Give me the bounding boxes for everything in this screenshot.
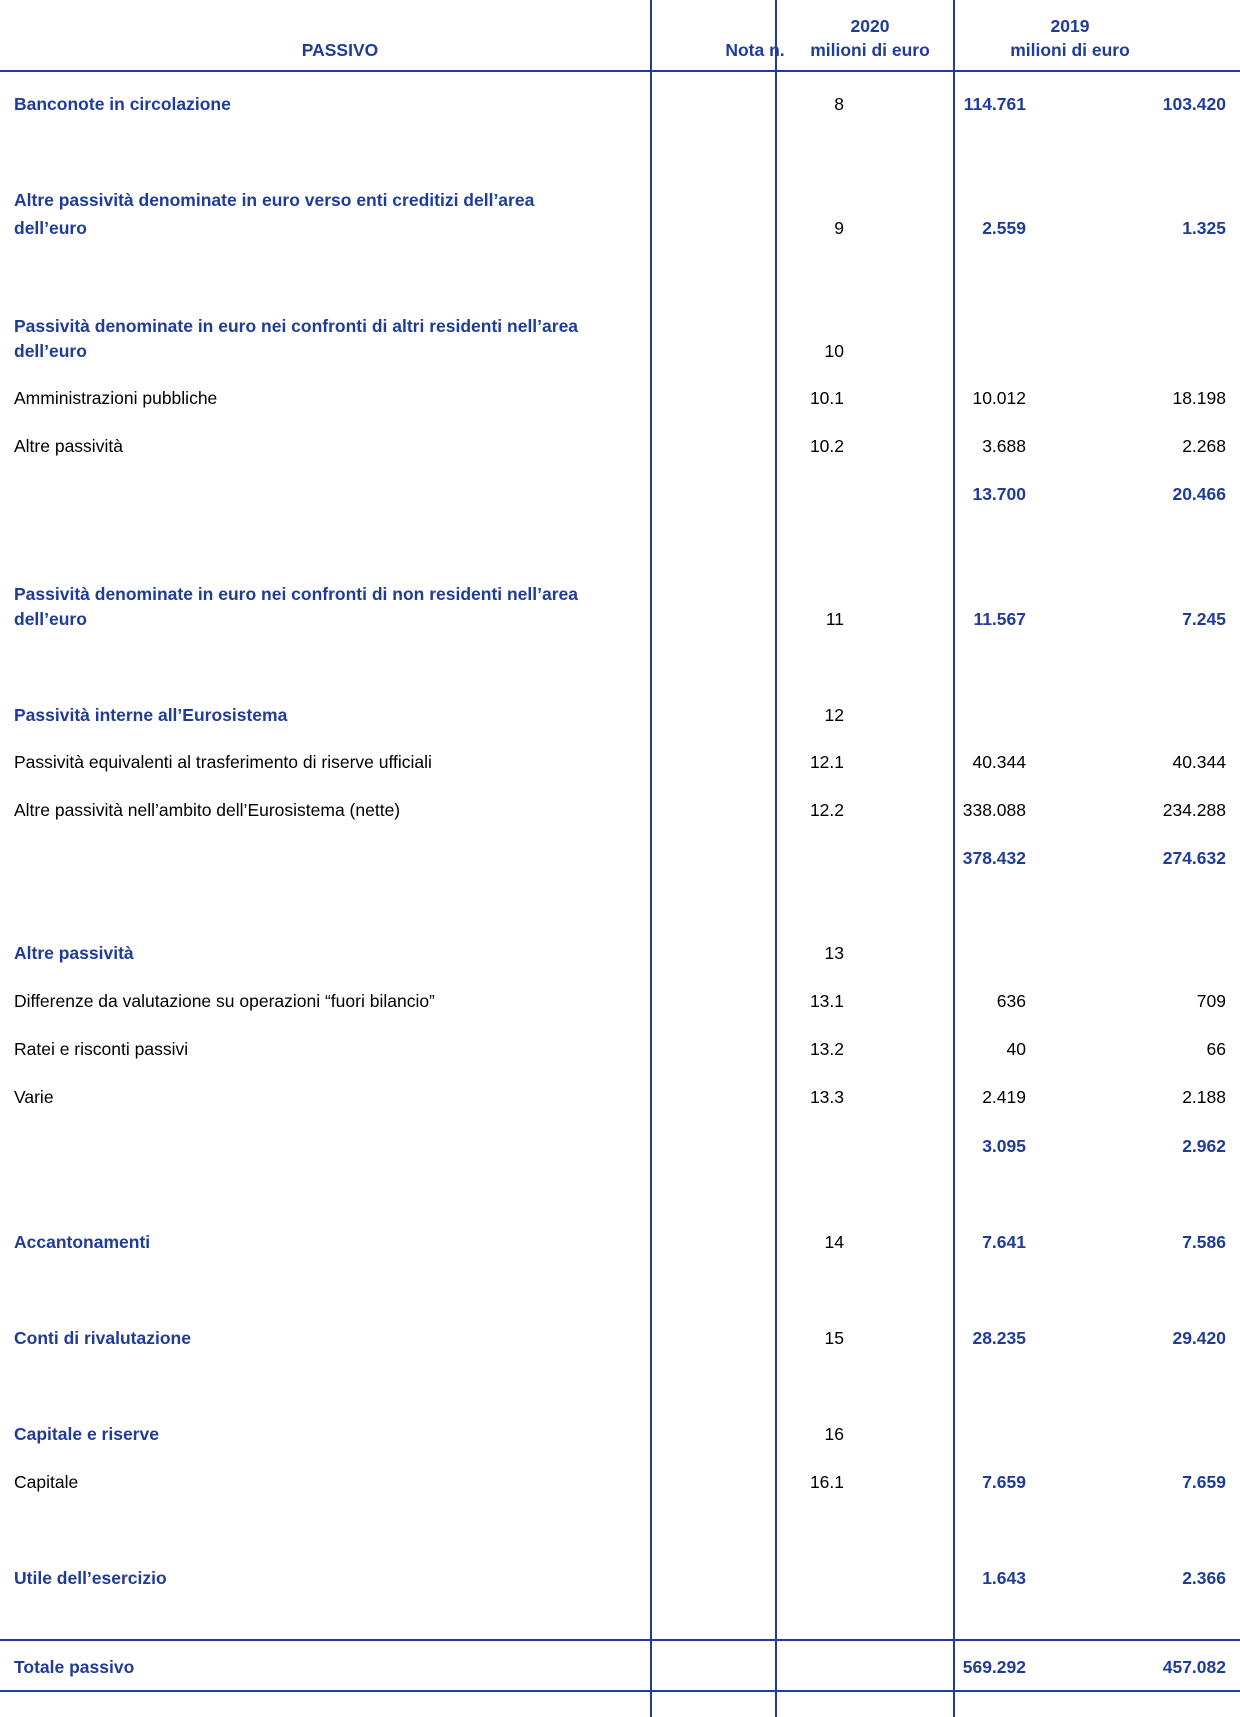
- row-2019-differenze: 709: [1196, 991, 1226, 1011]
- subtotal-2019-nota-12: 274.632: [1162, 848, 1226, 868]
- row-2020-totale: 569.292: [962, 1657, 1026, 1677]
- row-label-capitale: Capitale: [14, 1472, 79, 1492]
- row-label-altre-eurosistema: Altre passività nell’ambito dell’Eurosistema (nette): [14, 800, 401, 820]
- row-label-accantonamenti: Accantonamenti: [14, 1232, 151, 1252]
- row-note-ratei: 13.2: [809, 1039, 844, 1059]
- row-label-altre-passivita: Altre passività: [14, 943, 134, 963]
- row-2019-conti-rivalutazione: 29.420: [1172, 1328, 1226, 1348]
- row-2019-varie: 2.188: [1182, 1087, 1226, 1107]
- row-note-altre-eurosistema: 12.2: [809, 800, 844, 820]
- row-note-non-residenti: 11: [825, 609, 844, 629]
- row-2019-capitale: 7.659: [1182, 1472, 1226, 1492]
- subtotal-2020-nota-10: 13.700: [972, 484, 1026, 504]
- row-2020-enti-creditizi: 2.559: [982, 218, 1026, 238]
- subtotal-2019-nota-13: 2.962: [1182, 1136, 1226, 1156]
- note-column-header: Nota n.: [725, 40, 785, 60]
- row-note-capitale: 16.1: [809, 1472, 844, 1492]
- row-note-altre-passivita: 13: [824, 943, 844, 963]
- row-label-non-residenti-line1: Passività denominate in euro nei confronti di non residenti nell’area: [14, 584, 579, 604]
- subtotal-2020-nota-12: 378.432: [962, 848, 1026, 868]
- row-2019-non-residenti: 7.245: [1182, 609, 1226, 629]
- row-2019-amministrazioni: 18.198: [1172, 388, 1226, 408]
- row-2019-ratei: 66: [1206, 1039, 1226, 1059]
- total-bottom-divider: [0, 1690, 1240, 1692]
- row-2020-amministrazioni: 10.012: [972, 388, 1026, 408]
- row-2019-totale: 457.082: [1162, 1657, 1226, 1677]
- row-2020-utile: 1.643: [982, 1568, 1026, 1588]
- page-title: PASSIVO: [301, 40, 379, 60]
- row-label-interne-eurosistema: Passività interne all’Eurosistema: [14, 705, 288, 725]
- row-2020-accantonamenti: 7.641: [982, 1232, 1026, 1252]
- row-note-enti-creditizi: 9: [834, 218, 844, 238]
- row-label-utile: Utile dell’esercizio: [14, 1568, 167, 1588]
- row-note-banconote: 8: [834, 94, 844, 114]
- row-label-non-residenti-line2: dell’euro: [14, 609, 87, 629]
- row-label-residenti-line1: Passività denominate in euro nei confronti di altri residenti nell’area: [14, 316, 579, 336]
- row-2019-banconote: 103.420: [1162, 94, 1226, 114]
- row-2019-enti-creditizi: 1.325: [1182, 218, 1226, 238]
- row-2020-non-residenti: 11.567: [973, 609, 1026, 629]
- row-note-riserve-ufficiali: 12.1: [809, 752, 844, 772]
- row-label-enti-creditizi-line2: dell’euro: [14, 218, 87, 238]
- row-label-ratei: Ratei e risconti passivi: [14, 1039, 189, 1059]
- row-2020-riserve-ufficiali: 40.344: [972, 752, 1026, 772]
- row-2020-altre-passivita-10: 3.688: [982, 436, 1026, 456]
- row-note-conti-rivalutazione: 15: [824, 1328, 844, 1348]
- row-label-conti-rivalutazione: Conti di rivalutazione: [14, 1328, 191, 1348]
- row-label-amministrazioni: Amministrazioni pubbliche: [14, 388, 218, 408]
- row-label-residenti-line2: dell’euro: [14, 341, 87, 361]
- row-note-interne-eurosistema: 12: [824, 705, 844, 725]
- row-note-residenti: 10: [824, 341, 844, 361]
- column-divider-note: [650, 0, 652, 1717]
- row-label-banconote: Banconote in circolazione: [14, 94, 231, 114]
- row-label-totale: Totale passivo: [14, 1657, 135, 1677]
- row-2020-varie: 2.419: [982, 1087, 1026, 1107]
- row-note-accantonamenti: 14: [824, 1232, 844, 1252]
- row-2019-altre-passivita-10: 2.268: [1182, 436, 1226, 456]
- row-label-capitale-riserve: Capitale e riserve: [14, 1424, 159, 1444]
- row-note-capitale-riserve: 16: [824, 1424, 844, 1444]
- column-divider-2020: [775, 0, 777, 1717]
- row-label-varie: Varie: [14, 1087, 54, 1107]
- year-2019-header: 2019: [1050, 16, 1090, 36]
- row-2020-capitale: 7.659: [982, 1472, 1026, 1492]
- row-2020-ratei: 40: [1006, 1039, 1026, 1059]
- total-top-divider: [0, 1639, 1240, 1641]
- row-label-enti-creditizi-line1: Altre passività denominate in euro verso enti creditizi dell’area: [14, 190, 535, 210]
- subtotal-2019-nota-10: 20.466: [1172, 484, 1226, 504]
- row-note-amministrazioni: 10.1: [809, 388, 844, 408]
- header-divider: [0, 70, 1240, 72]
- row-2020-differenze: 636: [996, 991, 1026, 1011]
- row-note-varie: 13.3: [809, 1087, 844, 1107]
- row-label-altre-passivita-10: Altre passività: [14, 436, 123, 456]
- row-note-differenze: 13.1: [809, 991, 844, 1011]
- unit-2019-header: milioni di euro: [1010, 40, 1130, 60]
- subtotal-2020-nota-13: 3.095: [982, 1136, 1026, 1156]
- row-2019-accantonamenti: 7.586: [1182, 1232, 1226, 1252]
- year-2020-header: 2020: [850, 16, 890, 36]
- row-2019-riserve-ufficiali: 40.344: [1172, 752, 1226, 772]
- row-2020-conti-rivalutazione: 28.235: [972, 1328, 1026, 1348]
- row-2020-banconote: 114.761: [963, 94, 1026, 114]
- unit-2020-header: milioni di euro: [810, 40, 930, 60]
- row-label-riserve-ufficiali: Passività equivalenti al trasferimento di riserve ufficiali: [14, 752, 432, 772]
- row-2020-altre-eurosistema: 338.088: [962, 800, 1026, 820]
- row-2019-altre-eurosistema: 234.288: [1162, 800, 1226, 820]
- row-label-differenze: Differenze da valutazione su operazioni “fuori bilancio”: [14, 991, 435, 1011]
- row-2019-utile: 2.366: [1182, 1568, 1226, 1588]
- row-note-altre-passivita-10: 10.2: [809, 436, 844, 456]
